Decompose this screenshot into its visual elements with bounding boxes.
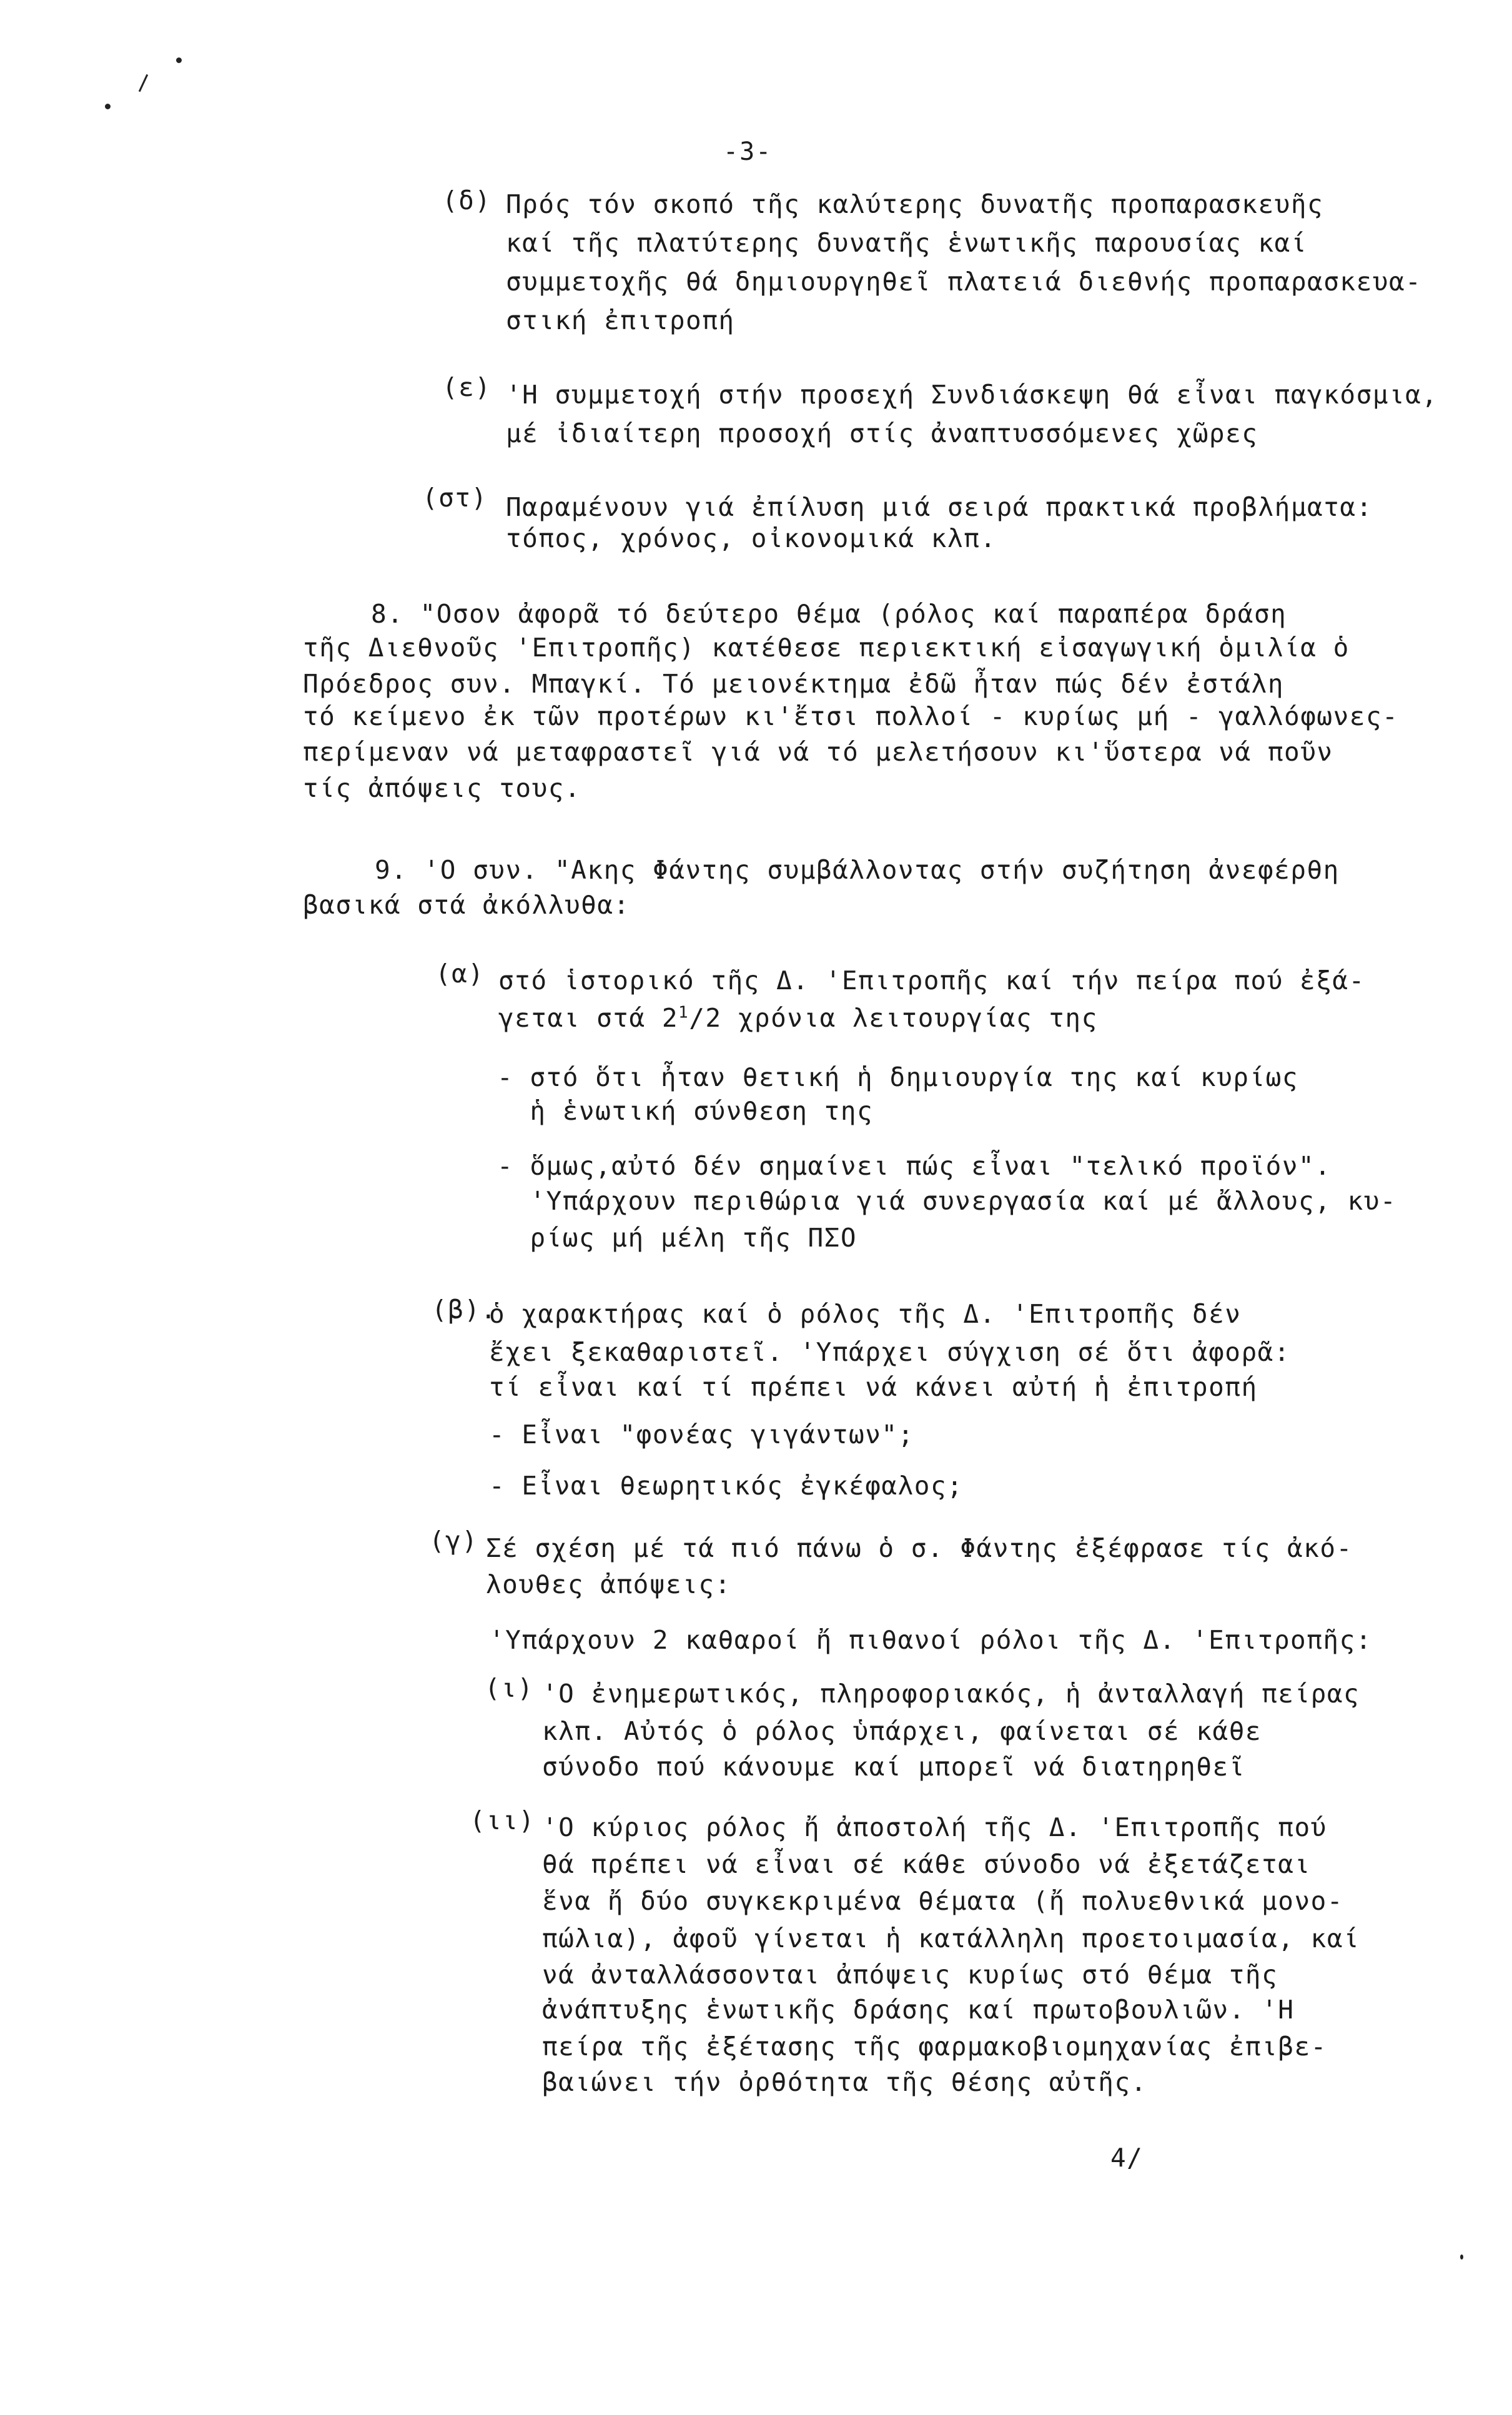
item-b-line: τί εἶναι καί τί πρέπει νά κάνει αὐτή ἡ ἐπιτροπή <box>489 1372 1258 1402</box>
para9-line: βασικά στά ἀκόλλυθα: <box>303 890 630 920</box>
item-i-line: κλπ. Αὐτός ὁ ρόλος ὑπάρχει, φαίνεται σέ κάθε <box>542 1716 1262 1746</box>
item-st-label: (στ) <box>422 483 488 513</box>
item-st-line: Παραμένουν γιά ἐπίλυση μιά σειρά πρακτικά προβλήματα: <box>506 492 1373 522</box>
para8-line: τό κείμενο ἐκ τῶν προτέρων κι'ἔτσι πολλοί - κυρίως μή - γαλλόφωνες- <box>303 701 1399 731</box>
item-ii-line: ἀνάπτυξης ἑνωτικῆς δράσης καί πρωτοβουλιῶν. 'Η <box>542 1995 1295 2025</box>
item-d-line: στική ἐπιτροπή <box>506 305 735 335</box>
item-d-line: καί τῆς πλατύτερης δυνατῆς ἑνωτικῆς παρουσίας καί <box>506 228 1308 258</box>
item-a-bullet: - ὅμως,αὐτό δέν σημαίνει πώς εἶναι "τελικό προϊόν". <box>497 1151 1332 1181</box>
item-d-line: Πρός τόν σκοπό τῆς καλύτερης δυνατῆς προπαρασκευῆς <box>506 189 1324 219</box>
item-ii-label: (ιι) <box>470 1805 535 1835</box>
scan-speck <box>105 104 111 109</box>
item-a-bullet: - στό ὅτι ἦταν θετική ἡ δημιουργία της καί κυρίως <box>497 1062 1299 1092</box>
para9-line: 9. 'Ο συν. "Ακης Φάντης συμβάλλοντας στήν συζήτηση ἀνεφέρθη <box>375 855 1340 885</box>
item-ii-line: πώλια), ἀφοῦ γίνεται ἡ κατάλληλη προετοιμασία, καί <box>542 1924 1360 1953</box>
item-e-line: μέ ἰδιαίτερη προσοχή στίς ἀναπτυσσόμενες χῶρες <box>506 418 1258 448</box>
item-e-label: (ε) <box>442 372 492 402</box>
item-st-line: τόπος, χρόνος, οἰκονομικά κλπ. <box>506 523 997 553</box>
item-ii-line: βαιώνει τήν ὀρθότητα τῆς θέσης αὐτῆς. <box>542 2067 1147 2097</box>
item-i-line: 'Ο ἐνημερωτικός, πληροφοριακός, ἡ ἀνταλλαγή πείρας <box>542 1679 1360 1709</box>
item-ii-line: θά πρέπει νά εἶναι σέ κάθε σύνοδο νά ἐξετάζεται <box>542 1849 1311 1879</box>
item-ii-line: νά ἀνταλλάσσονται ἀπόψεις κυρίως στό θέμα τῆς <box>542 1960 1278 1990</box>
para8-line: τῆς Διεθνοῦς 'Επιτροπῆς) κατέθεσε περιεκτική εἰσαγωγική ὁμιλία ὁ <box>303 633 1350 663</box>
item-b-question: - Εἶναι θεωρητικός ἐγκέφαλος; <box>489 1471 964 1501</box>
item-a-bullet: ρίως μή μέλη τῆς ΠΣΟ <box>497 1223 857 1253</box>
item-i-label: (ι) <box>485 1673 534 1703</box>
para8-line: Πρόεδρος συν. Μπαγκί. Τό μειονέκτημα ἐδῶ ἦταν πώς δέν ἐστάλη <box>303 669 1285 699</box>
para8-line: τίς ἀπόψεις τους. <box>303 773 581 803</box>
item-a-line: γεται στά $2^1/2$ χρόνια λειτουργίας της <box>498 1003 1098 1033</box>
scan-speck <box>139 74 148 92</box>
item-b-question: - Εἶναι "φονέας γιγάντων"; <box>489 1420 914 1449</box>
item-ii-line: πείρα τῆς ἐξέτασης τῆς φαρμακοβιομηχανίας ἐπιβε- <box>542 2032 1327 2062</box>
scan-speck <box>1460 2254 1463 2259</box>
item-i-line: σύνοδο πού κάνουμε καί μπορεῖ νά διατηρηθεῖ <box>542 1752 1245 1782</box>
item-d-label: (δ) <box>442 185 492 215</box>
item-g-intro: 'Υπάρχουν 2 καθαροί ἤ πιθανοί ρόλοι τῆς Δ. 'Επιτροπῆς: <box>489 1625 1372 1655</box>
item-b-line: ἔχει ξεκαθαριστεῖ. 'Υπάρχει σύγχιση σέ ὅτι ἀφορᾶ: <box>489 1337 1291 1367</box>
item-g-line: Σέ σχέση μέ τά πιό πάνω ὁ σ. Φάντης ἐξέφρασε τίς ἀκό- <box>486 1533 1353 1563</box>
item-b-line: ὁ χαρακτήρας καί ὁ ρόλος τῆς Δ. 'Επιτροπῆς δέν <box>489 1299 1242 1329</box>
item-ii-line: 'Ο κύριος ρόλος ἤ ἀποστολή τῆς Δ. 'Επιτροπῆς πού <box>542 1812 1327 1842</box>
item-e-line: 'Η συμμετοχή στήν προσεχή Συνδιάσκεψη θά εἶναι παγκόσμια, <box>506 380 1438 410</box>
item-g-label: (γ) <box>429 1526 478 1556</box>
item-a-bullet: ἡ ἑνωτική σύνθεση της <box>497 1096 874 1126</box>
item-g-line: λουθες ἀπόψεις: <box>486 1569 731 1599</box>
next-page-marker: 4/ <box>1110 2143 1144 2173</box>
item-a-line: στό ἱστορικό τῆς Δ. 'Επιτροπῆς καί τήν πείρα πού ἐξά- <box>498 966 1365 995</box>
para8-line: 8. "Οσον ἀφορᾶ τό δεύτερο θέμα (ρόλος καί παραπέρα δράση <box>371 599 1287 629</box>
item-b-label: (β). <box>432 1295 497 1325</box>
item-ii-line: ἕνα ἤ δύο συγκεκριμένα θέματα (ἤ πολυεθνικά μονο- <box>542 1886 1344 1916</box>
item-d-line: συμμετοχῆς θά δημιουργηθεῖ πλατειά διεθνής προπαρασκευα- <box>506 267 1422 297</box>
item-a-bullet: 'Υπάρχουν περιθώρια γιά συνεργασία καί μέ ἄλλους, κυ- <box>497 1186 1397 1216</box>
scan-speck <box>176 57 182 63</box>
page-number: -3- <box>723 137 773 166</box>
item-a-label: (α) <box>435 959 485 989</box>
para8-line: περίμεναν νά μεταφραστεῖ γιά νά τό μελετήσουν κι'ὕστερα νά ποῦν <box>303 737 1333 767</box>
